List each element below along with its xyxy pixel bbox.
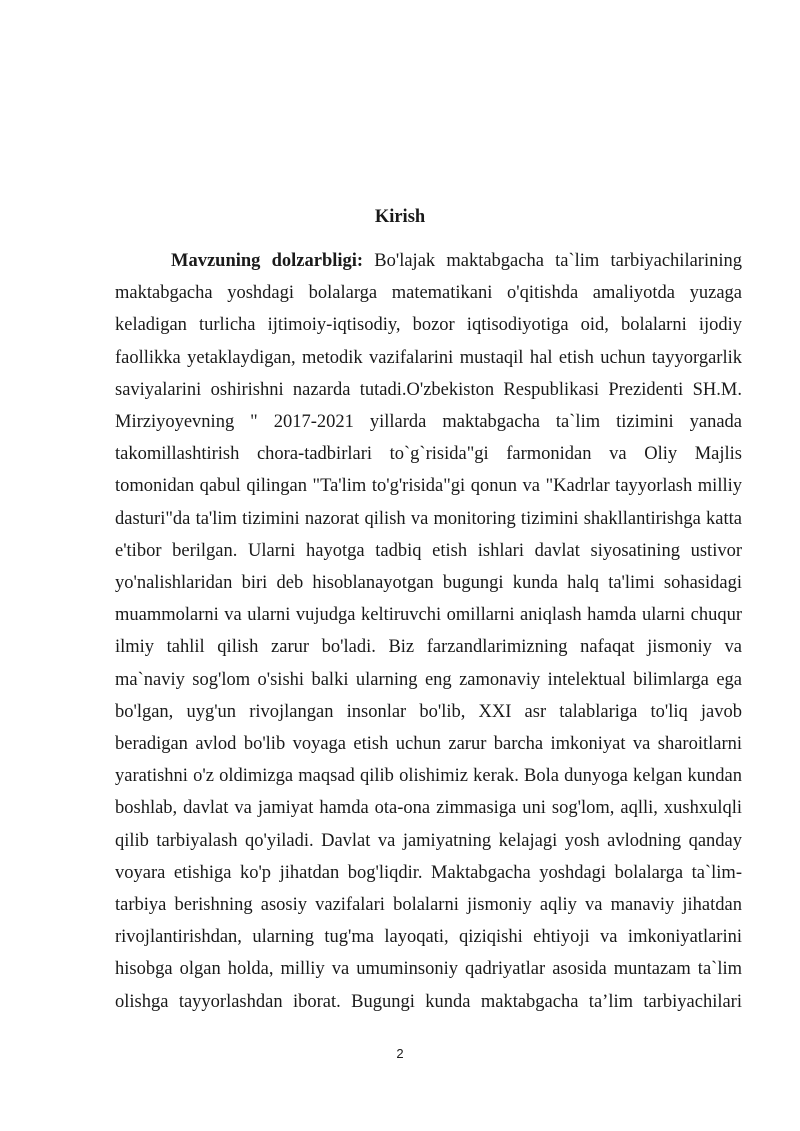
page-number: 2 bbox=[396, 1046, 404, 1061]
paragraph-text: Bo'lajak maktabgacha ta`lim tarbiyachilarining maktabgacha yoshdagi bolalarga matematikani o'qitishda amaliyotda yuzaga keladigan turlicha ijtimoiy-iqtisodiy, bozor iqtisodiyotiga oid, bolalarni ijodiy faollikka yetaklaydigan, metodik vazifalarini mustaqil hal etish uchun tayyorgarlik saviyalarini oshirishni nazarda tutadi.O'zbekiston Respublikasi Prezidenti SH.M. Mirziyoyevning " 2017-2021 yillarda maktabgacha ta`lim tizimini yanada takomillashtirish chora-tadbirlari to`g`risida"gi farmonidan va Oliy Majlis tomonidan qabul qilingan "Ta'lim to'g'risida"gi qonun va "Kadrlar tayyorlash milliy dasturi"da ta'lim tizimini nazorat qilish va monitoring tizimini shakllantirishga katta e'tibor berilgan. Ularni hayotga tadbiq etish ishlari davlat siyosatining ustivor yo'nalishlaridan biri deb hisoblanayotgan bugungi kunda halq ta'limi sohasidagi muammolarni va ularni vujudga keltiruvchi omillarni aniqlash hamda ularni chuqur ilmiy tahlil qilish zarur bo'ladi. Biz farzandlarimizning nafaqat jismoniy va ma`naviy sog'lom o'sishi balki ularning eng zamonaviy intelektual bilimlarga ega bo'lgan, uyg'un rivojlangan insonlar bo'lib, XXI asr talablariga to'liq javob beradigan avlod bo'lib voyaga etish uchun zarur barcha imkoniyat va sharoitlarni yaratishni o'z oldimizga maqsad qilib olishimiz kerak. Bola dunyoga kelgan kundan boshlab, davlat va jamiyat hamda ota-ona zimmasiga uni sog'lom, aqlli, xushxulqli qilib tarbiyalash qo'yiladi. Davlat va jamiyatning kelajagi yosh avlodning qanday voyara etishiga ko'p jihatdan bog'liqdir. Maktabgacha yoshdagi bolalarga ta`lim-tarbiya berishning asosiy vazifalari bolalarni jismoniy aqliy va manaviy jihatdan rivojlantirishdan, ularning tug'ma layoqati, qiziqishi ehtiyoji va imkoniyatlarini hisobga olgan holda, milliy va umuminsoniy qadriyatlar asosida muntazam ta`lim olishga tayyorlashdan iborat. Bugungi kunda maktabgacha ta’lim tarbiyachilari bbox=[115, 251, 742, 1012]
page-title: Kirish bbox=[374, 207, 426, 227]
paragraph-lead: Mavzuning dolzarbligi: bbox=[171, 251, 364, 271]
body-paragraph bbox=[115, 245, 742, 1018]
